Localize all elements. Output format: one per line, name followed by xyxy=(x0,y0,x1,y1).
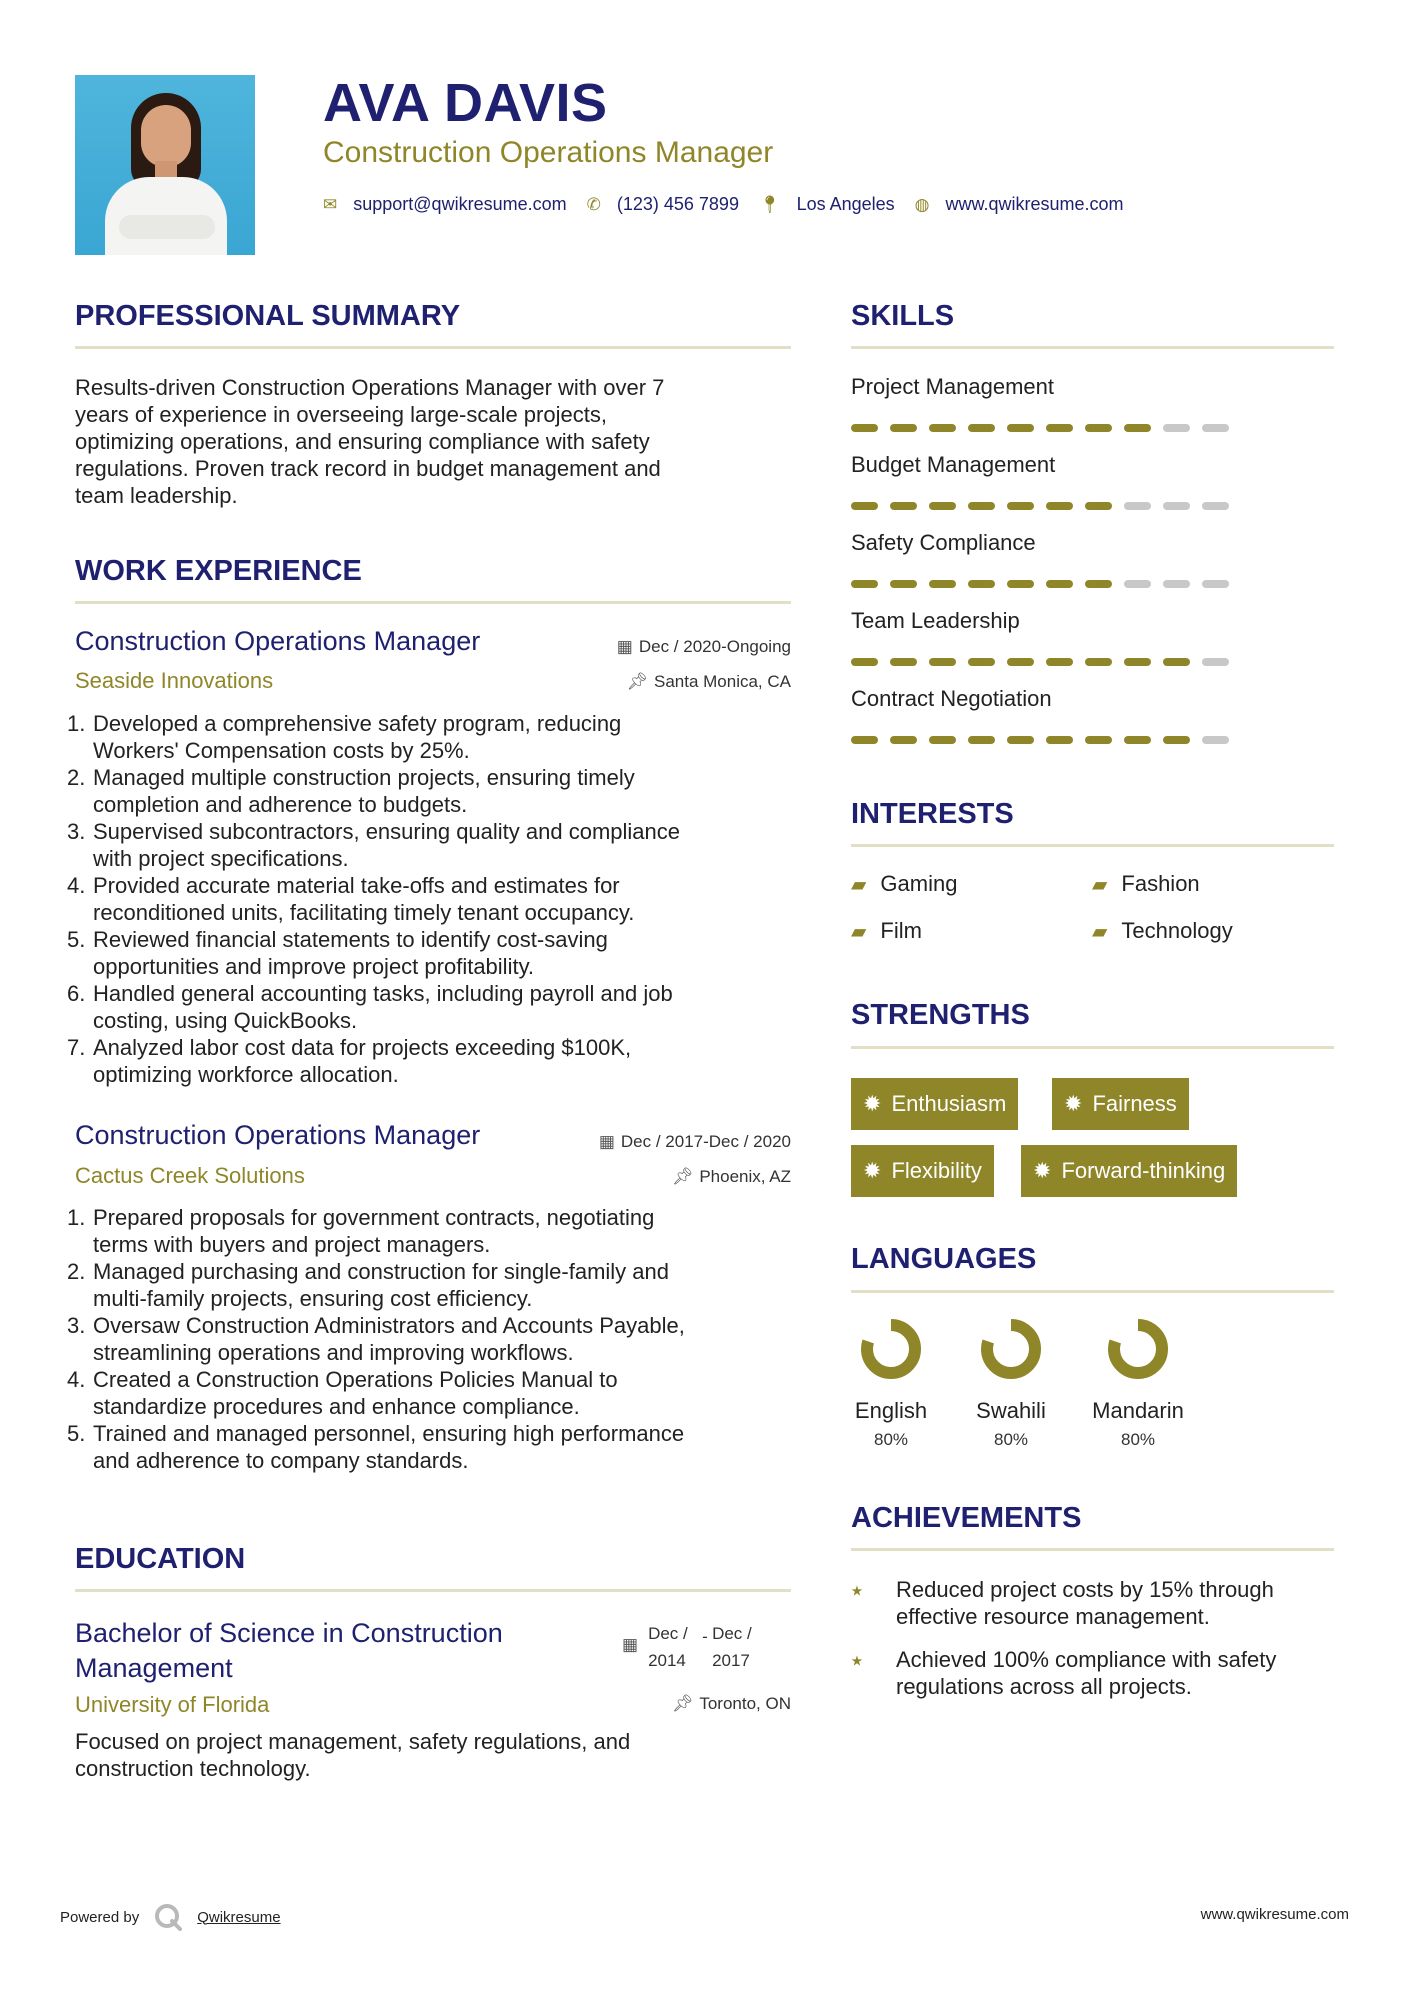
skill-dash-filled xyxy=(890,424,917,432)
list-item: Supervised subcontractors, ensuring quality and compliance with project specifications. xyxy=(93,819,680,871)
responsibility-list xyxy=(75,710,833,1088)
languages-divider xyxy=(851,1290,1334,1293)
skill-dash-filled xyxy=(968,736,995,744)
skill-dash-empty xyxy=(1202,736,1229,744)
job-date xyxy=(599,1132,791,1152)
achievement-item: ⭑ Reduced project costs by 15% through effective resource management. xyxy=(851,1577,1274,1629)
contact-phone: (123) 456 7899 xyxy=(616,194,739,214)
contact-email[interactable]: support@qwikresume.com xyxy=(353,194,567,214)
language-item xyxy=(836,1318,946,1450)
list-item: Managed purchasing and construction for single-family and multi-family projects, ensuring cost efficiency. xyxy=(93,1259,669,1311)
skill-dash-filled xyxy=(851,736,878,744)
list-item: Reviewed financial statements to identify cost-saving opportunities and improve project profitability. xyxy=(93,927,608,979)
contact-location: Los Angeles xyxy=(796,194,895,214)
education-location xyxy=(672,1694,791,1714)
work-heading: WORK EXPERIENCE xyxy=(75,555,362,587)
skill-dash-filled xyxy=(1046,658,1073,666)
skill-dash-filled xyxy=(968,502,995,510)
job-date xyxy=(617,637,791,657)
contact-bar xyxy=(323,194,1144,215)
profile-photo xyxy=(75,75,255,255)
skill-rating-bar xyxy=(851,736,1241,744)
list-item: Trained and managed personnel, ensuring high performance and adherence to company standards. xyxy=(93,1421,685,1473)
skill-dash-filled xyxy=(1163,736,1190,744)
skill-dash-filled xyxy=(929,736,956,744)
badge-icon: ✹ xyxy=(1033,1158,1052,1183)
degree-title xyxy=(75,1616,503,1686)
skill-dash-filled xyxy=(1124,658,1151,666)
footer-powered-by xyxy=(60,1902,281,1932)
badge-icon: ✹ xyxy=(863,1091,882,1116)
edu-end-year: 2017 xyxy=(712,1651,750,1670)
skill-rating-bar xyxy=(851,502,1241,510)
envelope-icon: ✉ xyxy=(323,194,338,214)
language-progress-ring xyxy=(980,1318,1042,1380)
skill-dash-filled xyxy=(1163,658,1190,666)
skill-dash-filled xyxy=(890,658,917,666)
language-percent: 80% xyxy=(1120,1430,1156,1449)
phone-icon: ✆ xyxy=(586,194,601,214)
summary-divider xyxy=(75,346,791,349)
skill-dash-filled xyxy=(929,580,956,588)
language-progress-arc xyxy=(1114,1325,1162,1373)
list-item: Handled general accounting tasks, including payroll and job costing, using QuickBooks. xyxy=(93,981,673,1033)
degree-line: Management xyxy=(75,1653,233,1683)
education-heading: EDUCATION xyxy=(75,1543,246,1575)
skill-dash-empty xyxy=(1163,502,1190,510)
powered-by-label: Powered by xyxy=(60,1908,140,1926)
pushpin-icon: 📌︎ xyxy=(671,1694,694,1713)
language-progress-ring xyxy=(860,1318,922,1380)
skill-name: Budget Management xyxy=(851,452,1056,477)
list-item: Oversaw Construction Administrators and Accounts Payable, streamlining operations and improving workflows. xyxy=(93,1313,685,1365)
skill-name: Contract Negotiation xyxy=(851,686,1052,711)
candidate-title: Construction Operations Manager xyxy=(323,136,774,169)
edu-start-month: Dec / xyxy=(648,1624,688,1643)
skill-dash-filled xyxy=(1007,424,1034,432)
skill-dash-filled xyxy=(1007,580,1034,588)
skill-dash-filled xyxy=(968,424,995,432)
skills-heading: SKILLS xyxy=(851,300,955,332)
education-date xyxy=(622,1620,766,1674)
language-percent: 80% xyxy=(873,1430,909,1449)
skill-dash-empty xyxy=(1163,424,1190,432)
skill-dash-filled xyxy=(1085,658,1112,666)
skill-dash-filled xyxy=(1046,424,1073,432)
pushpin-icon: 📌︎ xyxy=(626,672,648,691)
language-progress-ring xyxy=(1107,1318,1169,1380)
work-divider xyxy=(75,601,791,604)
strength-tag: ✹ Fairness xyxy=(1052,1078,1189,1130)
skill-dash-filled xyxy=(890,580,917,588)
book-icon: ▰ xyxy=(1092,920,1108,943)
language-item xyxy=(1083,1318,1193,1450)
list-item: Created a Construction Operations Policies Manual to standardize procedures and enhance compliance. xyxy=(93,1367,618,1419)
skill-dash-filled xyxy=(968,580,995,588)
book-icon: ▰ xyxy=(851,920,867,943)
company-name: Seaside Innovations xyxy=(75,668,274,693)
badge-icon: ✹ xyxy=(863,1158,882,1183)
skill-dash-empty xyxy=(1202,580,1229,588)
skill-dash-filled xyxy=(851,658,878,666)
summary-heading: PROFESSIONAL SUMMARY xyxy=(75,300,461,332)
language-name: Swahili xyxy=(976,1398,1046,1423)
skill-dash-filled xyxy=(890,502,917,510)
skill-name: Safety Compliance xyxy=(851,530,1036,555)
edu-end-month: Dec / xyxy=(712,1624,752,1643)
calendar-icon: ▦ xyxy=(616,637,633,656)
job-location xyxy=(672,1167,791,1187)
skill-dash-empty xyxy=(1202,658,1229,666)
edu-date-separator: - xyxy=(702,1627,708,1646)
language-progress-arc xyxy=(987,1325,1035,1373)
language-percent: 80% xyxy=(993,1430,1029,1449)
skill-dash-filled xyxy=(851,580,878,588)
job-location-text: Santa Monica, CA xyxy=(653,672,791,691)
list-item: Managed multiple construction projects, ensuring timely completion and adherence to budgets. xyxy=(93,765,635,817)
skill-rating-bar xyxy=(851,658,1241,666)
skill-dash-empty xyxy=(1124,502,1151,510)
skill-dash-filled xyxy=(1007,736,1034,744)
skill-dash-empty xyxy=(1202,502,1229,510)
achievements-heading: ACHIEVEMENTS xyxy=(851,1502,1082,1534)
skill-dash-filled xyxy=(929,502,956,510)
skills-divider xyxy=(851,346,1334,349)
skill-dash-filled xyxy=(1046,502,1073,510)
globe-icon: ◍ xyxy=(914,194,930,214)
languages-heading: LANGUAGES xyxy=(851,1243,1037,1275)
book-icon: ▰ xyxy=(1092,873,1108,896)
skill-rating-bar xyxy=(851,424,1241,432)
job-location-text: Phoenix, AZ xyxy=(699,1167,791,1186)
responsibility-list xyxy=(75,1204,833,1474)
achievements-divider xyxy=(851,1548,1334,1551)
skill-dash-filled xyxy=(1124,424,1151,432)
skill-rating-bar xyxy=(851,580,1241,588)
book-icon: ▰ xyxy=(851,873,867,896)
skill-dash-filled xyxy=(1007,658,1034,666)
interest-item: ▰ Film xyxy=(851,918,922,943)
skill-name: Team Leadership xyxy=(851,608,1020,633)
skill-dash-filled xyxy=(929,424,956,432)
interests-divider xyxy=(851,844,1334,847)
skill-dash-filled xyxy=(929,658,956,666)
qwikresume-logo-icon xyxy=(153,1902,183,1932)
skill-dash-filled xyxy=(1085,580,1112,588)
summary-line: Results-driven Construction Operations Manager with over 7 xyxy=(75,375,665,400)
shooting-star-icon: ⭑ xyxy=(851,1647,863,1672)
job-title: Construction Operations Manager xyxy=(75,626,481,656)
calendar-icon: ▦ xyxy=(622,1635,639,1654)
interests-heading: INTERESTS xyxy=(851,798,1014,830)
list-item: Prepared proposals for government contracts, negotiating terms with buyers and project managers. xyxy=(93,1205,655,1257)
strength-tag: ✹ Enthusiasm xyxy=(851,1078,1018,1130)
job-date-text: Dec / 2020-Ongoing xyxy=(638,637,791,656)
skill-dash-empty xyxy=(1124,580,1151,588)
language-name: Mandarin xyxy=(1092,1398,1184,1423)
skill-dash-filled xyxy=(1085,502,1112,510)
language-progress-arc xyxy=(867,1325,915,1373)
strength-tag: ✹ Flexibility xyxy=(851,1145,994,1197)
skill-dash-filled xyxy=(1085,424,1112,432)
language-name: English xyxy=(854,1398,928,1423)
skill-dash-filled xyxy=(1085,736,1112,744)
summary-line: team leadership. xyxy=(75,483,238,508)
badge-icon: ✹ xyxy=(1064,1091,1083,1116)
footer-url[interactable]: www.qwikresume.com xyxy=(1200,1906,1349,1923)
summary-line: years of experience in overseeing large-scale projects, xyxy=(75,402,607,427)
education-location-text: Toronto, ON xyxy=(699,1694,791,1713)
calendar-icon: ▦ xyxy=(598,1132,615,1151)
list-item: Developed a comprehensive safety program, reducing Workers' Compensation costs by 25%. xyxy=(93,711,622,763)
summary-text xyxy=(75,374,664,509)
skill-dash-filled xyxy=(851,424,878,432)
list-item: Analyzed labor cost data for projects exceeding $100K, optimizing workforce allocation. xyxy=(93,1035,632,1087)
shooting-star-icon: ⭑ xyxy=(851,1577,863,1602)
education-description: Focused on project management, safety regulations, and construction technology. xyxy=(75,1729,631,1781)
interest-item: ▰ Technology xyxy=(1092,918,1233,943)
language-item xyxy=(956,1318,1066,1450)
skill-dash-filled xyxy=(890,736,917,744)
degree-line: Bachelor of Science in Construction xyxy=(75,1618,503,1648)
school-name: University of Florida xyxy=(75,1692,270,1717)
interest-item: ▰ Gaming xyxy=(851,871,958,896)
interest-item: ▰ Fashion xyxy=(1092,871,1200,896)
pushpin-icon: 📌︎ xyxy=(671,1167,694,1186)
skill-dash-filled xyxy=(1046,580,1073,588)
contact-website[interactable]: www.qwikresume.com xyxy=(945,194,1124,214)
strength-tag: ✹ Forward-thinking xyxy=(1021,1145,1237,1197)
skill-dash-filled xyxy=(1007,502,1034,510)
skill-dash-empty xyxy=(1163,580,1190,588)
summary-line: optimizing operations, and ensuring compliance with safety xyxy=(75,429,650,454)
strengths-divider xyxy=(851,1046,1334,1049)
skill-dash-empty xyxy=(1202,424,1229,432)
summary-line: regulations. Proven track record in budget management and xyxy=(75,456,661,481)
job-location xyxy=(626,672,791,692)
company-name: Cactus Creek Solutions xyxy=(75,1163,305,1188)
skill-dash-filled xyxy=(851,502,878,510)
candidate-name: AVA DAVIS xyxy=(323,73,608,133)
skill-dash-filled xyxy=(968,658,995,666)
strengths-heading: STRENGTHS xyxy=(851,999,1030,1031)
footer-brand-link[interactable]: Qwikresume xyxy=(197,1908,281,1926)
skill-name: Project Management xyxy=(851,374,1054,399)
skill-dash-filled xyxy=(1124,736,1151,744)
achievement-item: ⭑ Achieved 100% compliance with safety regulations across all projects. xyxy=(851,1647,1277,1699)
map-pin-icon: 📍︎ xyxy=(758,194,781,214)
education-divider xyxy=(75,1589,791,1592)
job-date-text: Dec / 2017-Dec / 2020 xyxy=(620,1132,791,1151)
list-item: Provided accurate material take-offs and estimates for reconditioned units, facilitating timely tenant occupancy. xyxy=(93,873,635,925)
job-title: Construction Operations Manager xyxy=(75,1120,481,1150)
skill-dash-filled xyxy=(1046,736,1073,744)
edu-start-year: 2014 xyxy=(648,1651,686,1670)
